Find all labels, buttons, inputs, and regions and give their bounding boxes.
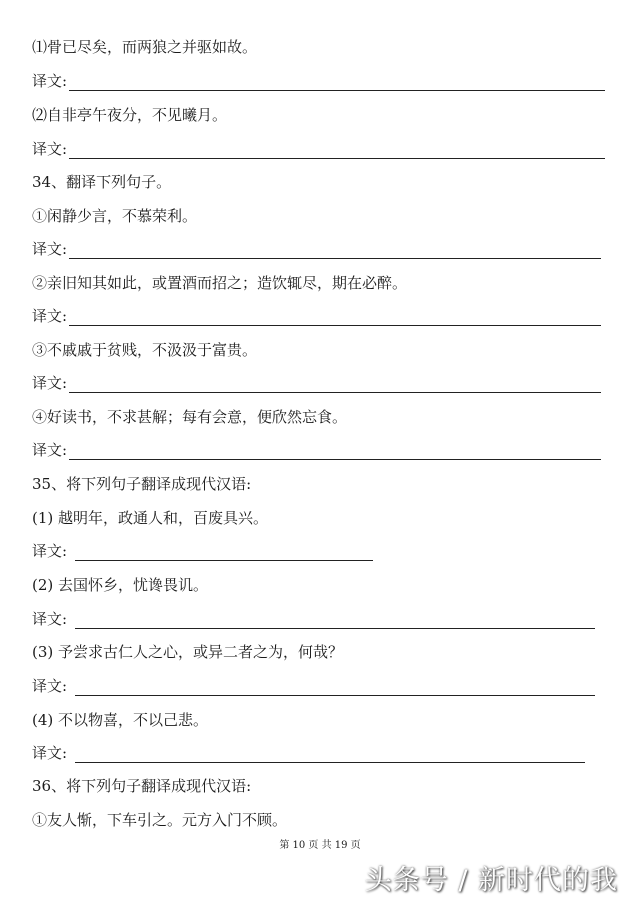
answer-label: 译文: [32, 441, 68, 459]
question-34-heading: 34、翻译下列句子。 [32, 173, 172, 191]
answer-label: 译文: [32, 677, 68, 695]
sentence-34-1: ①闲静少言，不慕荣利。 [32, 207, 198, 225]
answer-blank[interactable] [75, 545, 373, 561]
question-35-heading: 35、将下列句子翻译成现代汉语: [32, 475, 252, 493]
answer-label: 译文: [32, 140, 68, 158]
sentence-35-3: (3) 予尝求古仁人之心，或异二者之为，何哉？ [32, 643, 344, 661]
answer-line[interactable] [32, 373, 601, 393]
answer-blank[interactable] [69, 243, 601, 259]
answer-line[interactable] [32, 71, 605, 91]
answer-label: 译文: [32, 610, 68, 628]
answer-blank[interactable] [69, 377, 601, 393]
answer-blank[interactable] [75, 613, 595, 629]
page-footer: 第 10 页 共 19 页 [279, 840, 361, 851]
answer-line[interactable] [32, 239, 601, 259]
answer-label: 译文: [32, 374, 68, 392]
answer-line[interactable] [32, 306, 601, 326]
answer-blank[interactable] [75, 680, 595, 696]
sentence-35-4: (4) 不以物喜，不以己悲。 [32, 711, 209, 729]
answer-blank[interactable] [69, 143, 605, 159]
answer-label: 译文: [32, 240, 68, 258]
answer-line[interactable] [32, 676, 595, 696]
sentence-34-4: ④好读书，不求甚解；每有会意，便欣然忘食。 [32, 408, 348, 426]
sentence-36-1: ①友人惭，下车引之。元方入门不顾。 [32, 811, 288, 829]
sentence-35-2: (2) 去国怀乡，忧谗畏讥。 [32, 576, 209, 594]
answer-blank[interactable] [69, 444, 601, 460]
answer-line[interactable] [32, 541, 373, 561]
answer-line[interactable] [32, 440, 601, 460]
answer-line[interactable] [32, 743, 585, 763]
sentence-1: ⑴骨已尽矣，而两狼之并驱如故。 [32, 38, 258, 56]
answer-line[interactable] [32, 609, 595, 629]
sentence-34-3: ③不戚戚于贫贱，不汲汲于富贵。 [32, 341, 258, 359]
watermark: 头条号 / 新时代的我 [364, 865, 618, 896]
sentence-2: ⑵自非亭午夜分，不见曦月。 [32, 106, 228, 124]
answer-blank[interactable] [69, 75, 605, 91]
question-36-heading: 36、将下列句子翻译成现代汉语: [32, 777, 252, 795]
answer-label: 译文: [32, 307, 68, 325]
answer-blank[interactable] [69, 310, 601, 326]
sentence-34-2: ②亲旧知其如此，或置酒而招之；造饮辄尽，期在必醉。 [32, 274, 408, 292]
answer-blank[interactable] [75, 747, 585, 763]
answer-label: 译文: [32, 542, 68, 560]
answer-label: 译文: [32, 744, 68, 762]
answer-label: 译文: [32, 72, 68, 90]
answer-line[interactable] [32, 139, 605, 159]
sentence-35-1: (1) 越明年，政通人和，百废具兴。 [32, 509, 269, 527]
